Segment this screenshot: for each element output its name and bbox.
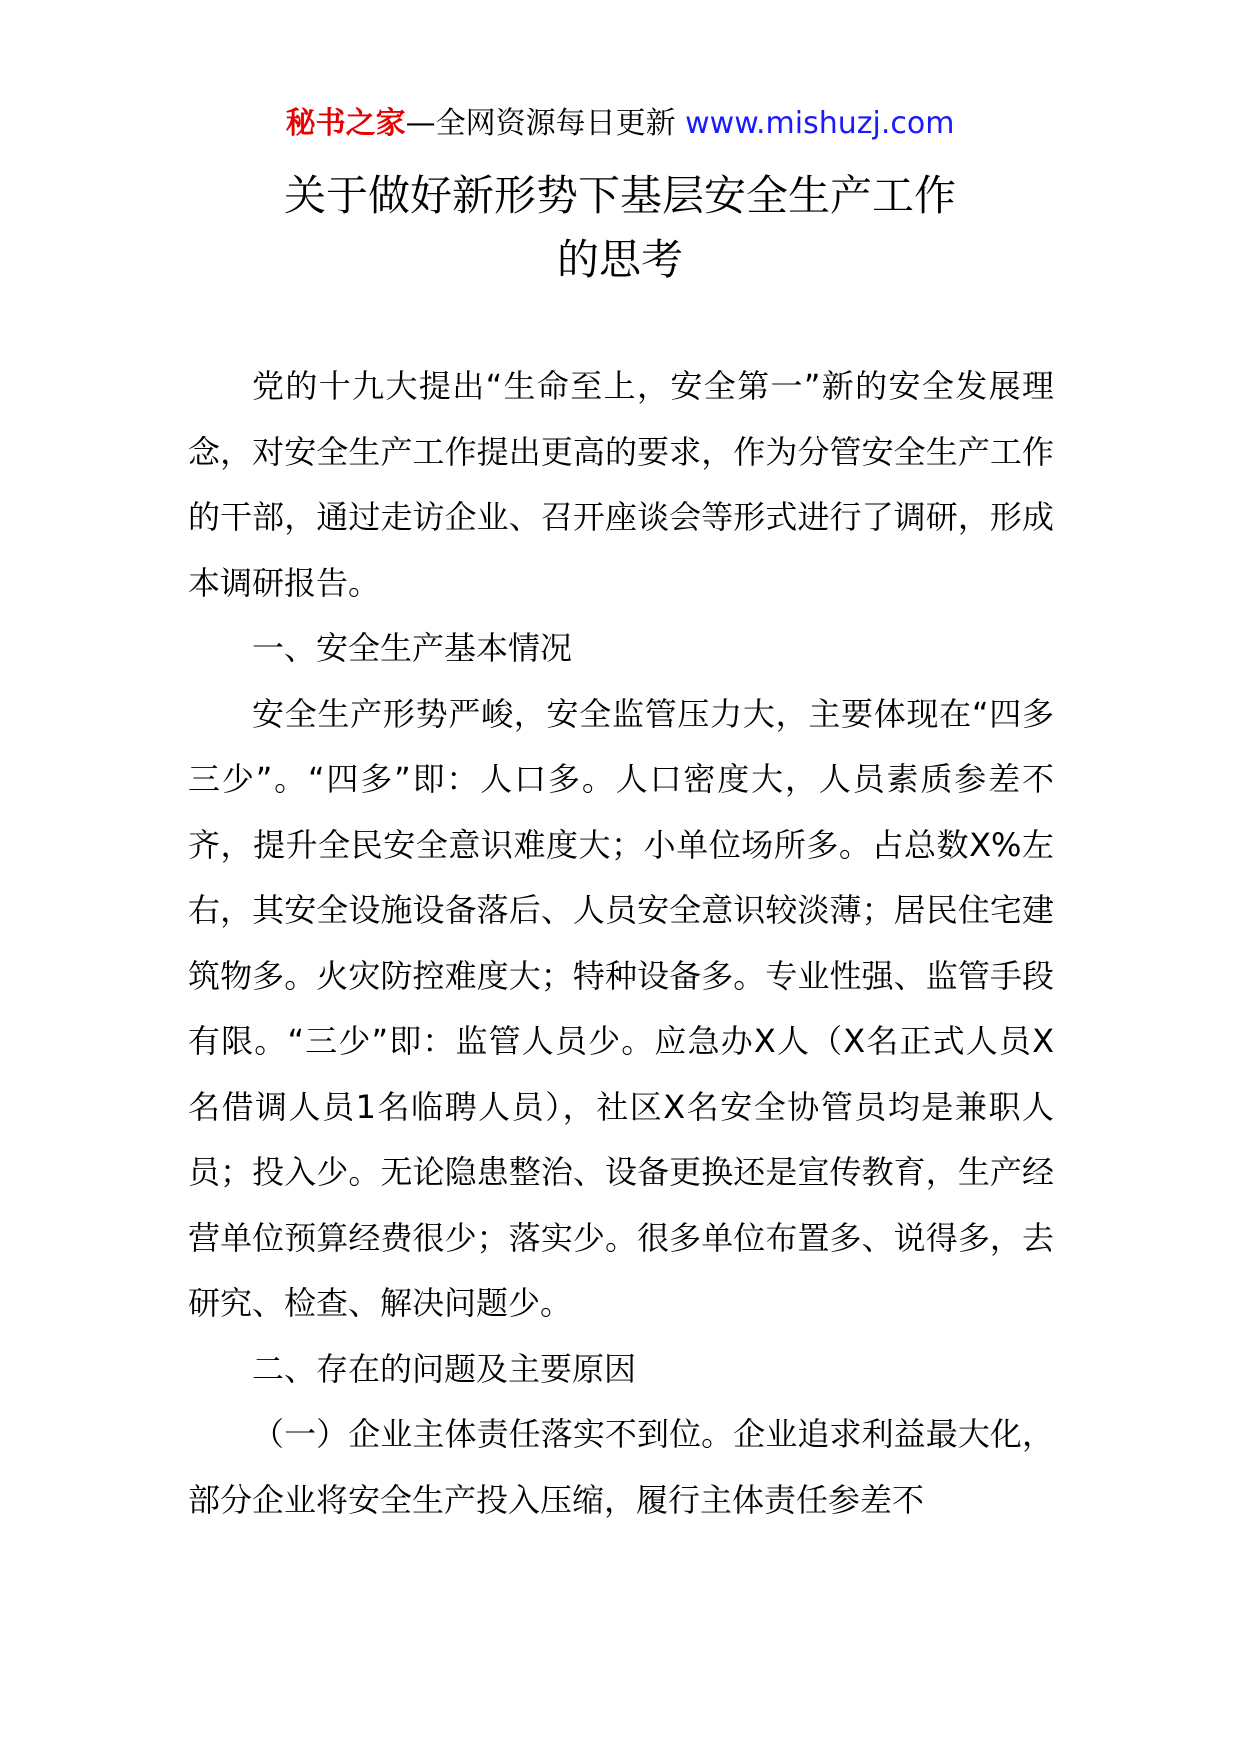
paragraph-situation: 安全生产形势严峻，安全监管压力大，主要体现在“四多三少”。“四多”即：人口多。人口密度大，人员素质参差不齐，提升全民安全意识难度大；小单位场所多。占总数X%左右，其安全设施设备落后、人员安全意识较淡薄；居民住宅建筑物多。火灾防控难度大；特种设备多。专业性强、监管手段有限。“三少”即：监管人员少。应急办X人（X名正式人员X名借调人员1名临聘人员），社区X名安全协管员均是兼职人员；投入少。无论隐患整治、设备更换还是宣传教育，生产经营单位预算经费很少；落实少。很多单位布置多、说得多，去研究、检查、解决问题少。	[188, 694, 1054, 1322]
section-heading-1: 一、安全生产基本情况	[252, 629, 573, 667]
site-tagline: —全网资源每日更新	[405, 106, 676, 141]
brand-name: 秘书之家	[285, 106, 406, 141]
section-heading-2: 二、存在的问题及主要原因	[252, 1349, 637, 1388]
document-body	[188, 354, 1054, 1533]
title-line-2: 的思考	[556, 235, 683, 284]
paragraph-intro: 党的十九大提出“生命至上，安全第一”新的安全发展理念，对安全生产工作提出更高的要求，作为分管安全生产工作的干部，通过走访企业、召开座谈会等形式进行了调研，形成本调研报告。	[188, 367, 1054, 602]
document-title	[0, 164, 1240, 292]
title-line-1: 关于做好新形势下基层安全生产工作	[283, 171, 956, 220]
site-header	[0, 104, 1240, 144]
site-url-link[interactable]: www.mishuzj.com	[685, 106, 955, 141]
paragraph-problem-1: （一）企业主体责任落实不到位。企业追求利益最大化，部分企业将安全生产投入压缩，履行主体责任参差不	[188, 1415, 1054, 1519]
